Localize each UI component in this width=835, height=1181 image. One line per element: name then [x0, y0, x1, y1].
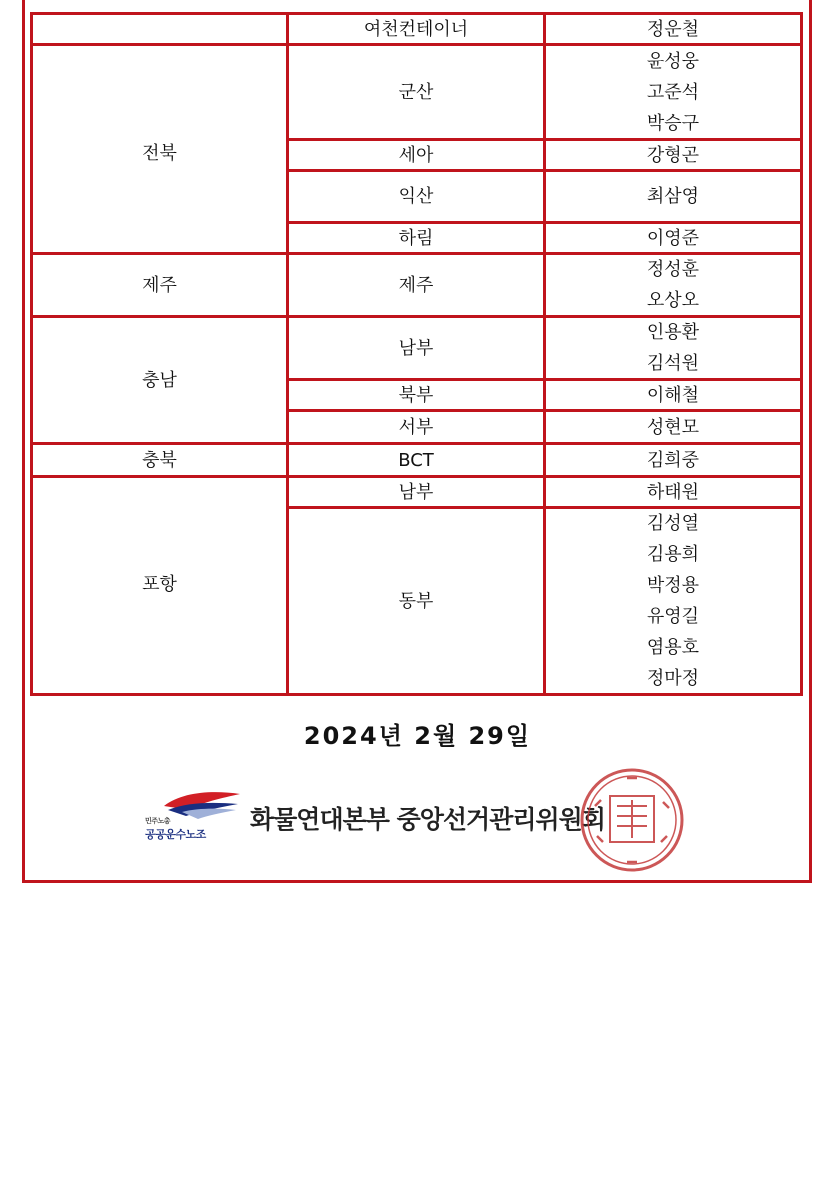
person-name: 인용환	[646, 322, 700, 343]
person-name: 정마정	[646, 668, 700, 689]
branch-label: 서부	[398, 416, 434, 438]
person-name: 유영길	[646, 606, 700, 627]
election-committee-table	[30, 12, 803, 696]
person-name: 정운철	[646, 18, 700, 40]
table-cell-region	[30, 442, 289, 478]
person-name: 윤성웅	[646, 50, 700, 72]
table-cell-branch	[286, 475, 546, 509]
table-cell-branch	[286, 43, 546, 141]
region-label: 전북	[142, 143, 177, 164]
person-name: 강형곤	[646, 144, 700, 166]
table-cell-person	[543, 315, 803, 381]
logo-main-text: 공공운수노조	[145, 828, 206, 841]
table-cell-branch	[286, 252, 546, 318]
table-cell-branch	[286, 221, 546, 255]
organization-name: 화물연대본부 중앙선거관리위원회	[250, 805, 605, 834]
person-name: 박정용	[646, 575, 700, 596]
table-cell-branch	[286, 378, 546, 412]
branch-label: 익산	[398, 186, 434, 207]
table-cell-branch	[286, 315, 546, 381]
branch-label: 동부	[398, 590, 434, 612]
person-name: 고준석	[646, 81, 700, 103]
table-cell-person	[543, 409, 803, 445]
branch-label: 군산	[398, 81, 434, 103]
person-name: 김성열	[646, 513, 700, 534]
table-cell-person	[543, 475, 803, 509]
logo-small-text: 민주노총	[145, 817, 171, 825]
table-cell-branch	[286, 506, 546, 696]
branch-label: 북부	[398, 384, 434, 406]
region-label: 충남	[142, 369, 177, 391]
branch-label: BCT	[398, 449, 434, 471]
table-cell-person	[543, 378, 803, 412]
table-cell-region	[30, 43, 289, 255]
table-cell-branch	[286, 12, 546, 46]
table-cell-branch	[286, 138, 546, 172]
table-cell-person	[543, 221, 803, 255]
person-name: 김용희	[646, 544, 700, 565]
table-cell-region	[30, 315, 289, 445]
table-cell-region	[30, 252, 289, 318]
person-name: 이영준	[646, 227, 700, 249]
person-name: 이해철	[646, 384, 700, 406]
region-label: 제주	[142, 274, 177, 296]
table-cell-person	[543, 43, 803, 141]
table-cell-person	[543, 12, 803, 46]
branch-label: 여천컨테이너	[363, 18, 469, 40]
region-label: 포항	[142, 574, 177, 595]
person-name: 하태원	[646, 481, 700, 503]
person-name: 최삼영	[646, 186, 700, 207]
person-name: 정성훈	[646, 259, 700, 280]
branch-label: 제주	[398, 274, 434, 296]
branch-label: 하림	[398, 227, 434, 249]
table-cell-branch	[286, 409, 546, 445]
table-cell-person	[543, 169, 803, 224]
official-seal-icon	[577, 766, 687, 874]
table-cell-person	[543, 138, 803, 172]
person-name: 김석원	[646, 353, 700, 374]
table-cell-branch	[286, 169, 546, 224]
region-label: 충북	[142, 449, 177, 471]
table-cell-branch	[286, 442, 546, 478]
branch-label: 남부	[398, 481, 434, 503]
person-name: 박승구	[646, 112, 700, 134]
table-cell-person	[543, 506, 803, 696]
branch-label: 세아	[398, 144, 434, 166]
logo-text	[145, 816, 206, 842]
person-name: 성현모	[646, 416, 700, 438]
person-name: 오상오	[646, 290, 700, 311]
table-cell-person	[543, 442, 803, 478]
table-cell-person	[543, 252, 803, 318]
branch-label: 남부	[398, 337, 434, 359]
table-cell-empty	[30, 12, 289, 46]
table-cell-region	[30, 475, 289, 696]
document-date: 2024년 2월 29일	[303, 722, 532, 750]
person-name: 염용호	[646, 637, 700, 658]
person-name: 김희중	[646, 449, 700, 471]
